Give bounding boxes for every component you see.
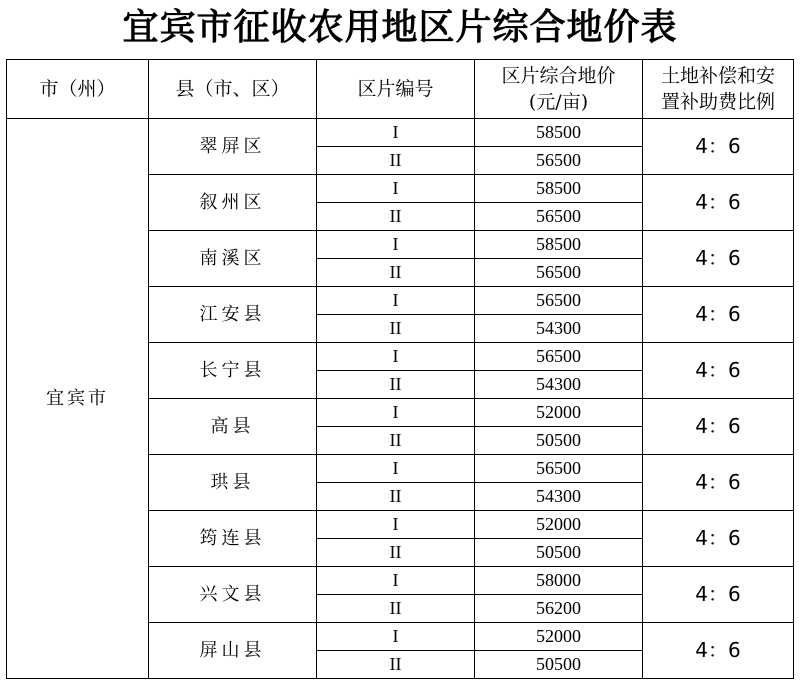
county-cell: 长宁县 — [149, 343, 317, 399]
price-cell: 52000 — [475, 511, 643, 539]
header-row — [7, 60, 794, 119]
county-cell: 叙州区 — [149, 175, 317, 231]
zone-cell: II — [317, 259, 475, 287]
header-ratio-line2: 置补助费比例 — [660, 91, 775, 113]
ratio-cell: 4：6 — [643, 231, 794, 287]
header-city: 市（州） — [7, 60, 149, 119]
county-cell: 高县 — [149, 399, 317, 455]
table-header — [7, 60, 794, 119]
zone-cell: II — [317, 539, 475, 567]
price-cell: 52000 — [475, 623, 643, 651]
price-cell: 58500 — [475, 231, 643, 259]
county-cell: 兴文县 — [149, 567, 317, 623]
county-cell: 筠连县 — [149, 511, 317, 567]
price-cell: 56200 — [475, 595, 643, 623]
zone-cell: II — [317, 315, 475, 343]
price-cell: 56500 — [475, 287, 643, 315]
zone-cell: II — [317, 427, 475, 455]
price-cell: 54300 — [475, 483, 643, 511]
zone-cell: II — [317, 147, 475, 175]
county-cell: 南溪区 — [149, 231, 317, 287]
zone-cell: I — [317, 567, 475, 595]
zone-cell: I — [317, 343, 475, 371]
price-cell: 58500 — [475, 175, 643, 203]
price-cell: 54300 — [475, 371, 643, 399]
zone-cell: II — [317, 203, 475, 231]
price-cell: 50500 — [475, 651, 643, 679]
price-cell: 54300 — [475, 315, 643, 343]
zone-cell: I — [317, 455, 475, 483]
header-county: 县（市、区） — [149, 60, 317, 119]
price-cell: 56500 — [475, 203, 643, 231]
zone-cell: II — [317, 595, 475, 623]
zone-cell: II — [317, 651, 475, 679]
price-cell: 56500 — [475, 259, 643, 287]
ratio-cell: 4：6 — [643, 567, 794, 623]
zone-cell: II — [317, 483, 475, 511]
county-cell: 屏山县 — [149, 623, 317, 679]
zone-cell: I — [317, 175, 475, 203]
table-body — [7, 119, 794, 679]
zone-cell: I — [317, 623, 475, 651]
table-row — [7, 119, 794, 147]
zone-cell: I — [317, 399, 475, 427]
price-cell: 58000 — [475, 567, 643, 595]
price-cell: 52000 — [475, 399, 643, 427]
price-cell: 56500 — [475, 147, 643, 175]
ratio-cell: 4：6 — [643, 175, 794, 231]
header-ratio-line1: 土地补偿和安 — [660, 65, 775, 87]
county-cell: 江安县 — [149, 287, 317, 343]
price-cell: 56500 — [475, 343, 643, 371]
header-price — [475, 60, 643, 119]
ratio-cell: 4：6 — [643, 623, 794, 679]
land-price-table — [6, 59, 794, 679]
header-ratio — [643, 60, 794, 119]
price-cell: 50500 — [475, 427, 643, 455]
price-cell: 50500 — [475, 539, 643, 567]
city-cell: 宜宾市 — [7, 119, 149, 679]
price-cell: 56500 — [475, 455, 643, 483]
price-cell: 58500 — [475, 119, 643, 147]
header-zone-no: 区片编号 — [317, 60, 475, 119]
ratio-cell: 4：6 — [643, 343, 794, 399]
ratio-cell: 4：6 — [643, 511, 794, 567]
zone-cell: II — [317, 371, 475, 399]
zone-cell: I — [317, 119, 475, 147]
header-price-line1: 区片综合地价 — [501, 65, 616, 87]
county-cell: 翠屏区 — [149, 119, 317, 175]
zone-cell: I — [317, 511, 475, 539]
header-price-line2: (元/亩) — [528, 91, 589, 113]
ratio-cell: 4：6 — [643, 399, 794, 455]
county-cell: 珙县 — [149, 455, 317, 511]
ratio-cell: 4：6 — [643, 287, 794, 343]
zone-cell: I — [317, 287, 475, 315]
page-title: 宜宾市征收农用地区片综合地价表 — [122, 6, 678, 48]
zone-cell: I — [317, 231, 475, 259]
ratio-cell: 4：6 — [643, 455, 794, 511]
ratio-cell: 4：6 — [643, 119, 794, 175]
